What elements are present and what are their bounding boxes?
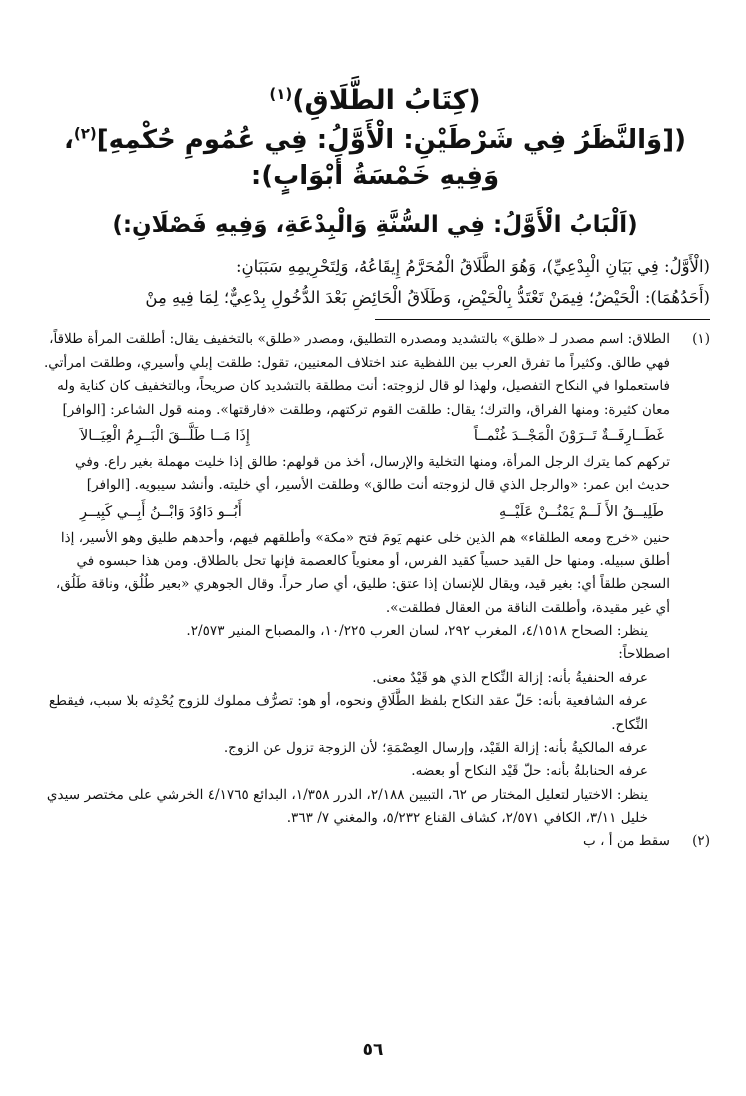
section-heading [40,122,710,158]
body-line-1: (الْأَوَّلُ: فِي بَيَانِ الْبِدْعِيِّ)، وَهُوَ الطَّلَاقُ الْمُحَرَّمُ إِيقَاعُهُ، وَلِتَحْرِيمِهِ سَبَبَانِ: [236,256,710,276]
footnote-number: (٢) [692,833,710,850]
footnote-reference-2: ينظر: الاختيار لتعليل المختار ص ٦٢، التبيين ٢/١٨٨، الدرر ١/٣٥٨، البدائع ٤/١٧٦٥ الخرشي على مختصر سيدي خليل ٣/١١، الكافي ٢/٥٧١، كشاف القناع ٥/٢٣٢، والمغني ٧/ ٣٦٣. [46,786,648,827]
verse-1 [40,424,670,449]
book-title-text: (كِتَابُ الطَّلَاقِ) [292,85,481,116]
definition-hanbali: عرفه الحنابلةُ بأنه: حلّ قَيْد النكاح أو بعضه. [411,763,648,780]
verse-1-second-hemistich: إِذَا مَــا طَلَّــقَ الْبَــرِمُ الْعِيَــالاَ [80,427,250,444]
section-heading-comma: ، [64,124,74,155]
definition-shafii: عرفه الشافعية بأنه: حَلّ عقد النكاح بلفظ الطَّلَاقِ ونحوه، أو هو: تصرُّف مملوك للزوج يُحْدِثه بلا سبب، فيقطع النِّكاح. [48,693,648,733]
verse-2-first-hemistich: طَلِيــقُ الأَ لَــمْ يَمْنُــنْ عَلَيْــهِ [498,503,664,520]
footnote-paragraph-1: الطلاق: اسم مصدر لـ «طلق» بالتشديد ومصدره التطليق، ومصدر «طلق» بالتخفيف يقال: أطلقت المرأة طلاقاً، فهي طالق. وكثيراً ما تفرق العرب بين اللفظية عند اختلاف المعنيين، تقول: طلقت إبلي وأسيري، وطلقت امرأتي. فاستعملوا في النكاح التفصيل، ولهذا لو قال لزوجته: أنت مطلقة بالتشديد كان صريحاً، وبالتخفيف كان كناية وله معان كثيرة: ومنها الفراق، والترك؛ يقال: طلقت القوم تركتهم، وطلقت «فارقتها». ومنه قول الشاعر: [الوافر] [43,331,670,418]
verse-2-second-hemistich: أَبُــو دَاوُدَ وَابْــنُ أَبِــي كَبِيــرِ [80,503,242,520]
body-line-2: (أَحَدُهُمَا): الْحَيْضُ؛ فِيمَنْ تَعْتَدُّ بِالْحَيْضِ، وَطَلَاقُ الْحَائِضِ بَعْدَ الدُّخُولِ بِدْعِيٌّ؛ لِمَا فِيهِ مِنْ [145,288,710,308]
chapter-heading: (اَلْبَابُ الْأَوَّلُ: فِي السُّنَّةِ وَالْبِدْعَةِ، وَفِيهِ فَصْلَانِ:) [112,211,638,238]
page-number: ٥٦ [362,1040,384,1060]
footnotes [40,328,710,853]
footnote-2 [40,830,710,853]
section-subheading: وَفِيهِ خَمْسَةُ أَبْوَابٍ): [250,161,500,192]
book-title [40,82,710,120]
footnote-marker-1: (١) [269,85,293,103]
footnote-reference-1: ينظر: الصحاح ٤/١٥١٨، المغرب ٢٩٢، لسان العرب ١٠/٢٢٥، والمصباح المنير ٢/٥٧٣. [186,623,648,640]
section-heading-text: ([وَالنَّظَرُ فِي شَرْطَيْنِ: الْأَوَّلُ: فِي عُمُومِ حُكْمِهِ] [96,124,686,155]
footnote-term-heading: اصطلاحاً: [618,646,670,663]
footnote-marker-2: (٢) [73,124,97,143]
footnote-1 [40,328,710,830]
definition-maliki: عرفه المالكيةُ بأنه: إزالة القَيْد، وإرسال العِصْمَةِ؛ لأن الزوجة تزول عن الزوج. [223,739,648,756]
footnote-paragraph-2: تركهم كما يترك الرجل المرأة، ومنها التخلية والإرسال، أخذ من قولهم: طالق إذا خليت مهملة بغير راع. وفي حديث ابن عمر: «والرجل الذي قال لزوجته أنت طالق» وطلقت الأسير، أي خليته. وأنشد سيبويه. [الوافر] [75,453,670,494]
footnote-2-text: سقط من أ ، ب [582,833,670,850]
page-content [40,82,710,854]
verse-1-first-hemistich: غَطَــارِفَــةٌ تَــرَوْنَ الْمَجْــدَ غُنْمــاً [473,427,664,444]
verse-2 [40,500,670,525]
footnote-paragraph-3: حنين «خرج ومعه الطلقاء» هم الذين خلى عنهم يَومَ فتح «مكة» وأطلقهم فيهم، وأحدهم طليق وهو الأسير، إذا أطلق سبيله. ومنها حل القيد حسياً كقيد الفرس، أو معنوياً كالعصمة فإنها تحل بالطلاق. ومن هذا حبسوه في السجن طلقاً أي: بغير قيد، ويقال للإنسان إذا عتق: طليق، أي صار حراً. وقال الجوهري «بعير طُلُق، وناقة طَلُق، أي غير مقيدة، وأطلقت الناقة من العقال فطلقت». [55,529,670,616]
footnote-separator [375,319,710,320]
definition-hanafi: عرفه الحنفيةُ بأنه: إزالة النِّكاح الذي هو قَيْدٌ معنى. [372,669,648,686]
footnote-number: (١) [692,331,710,348]
